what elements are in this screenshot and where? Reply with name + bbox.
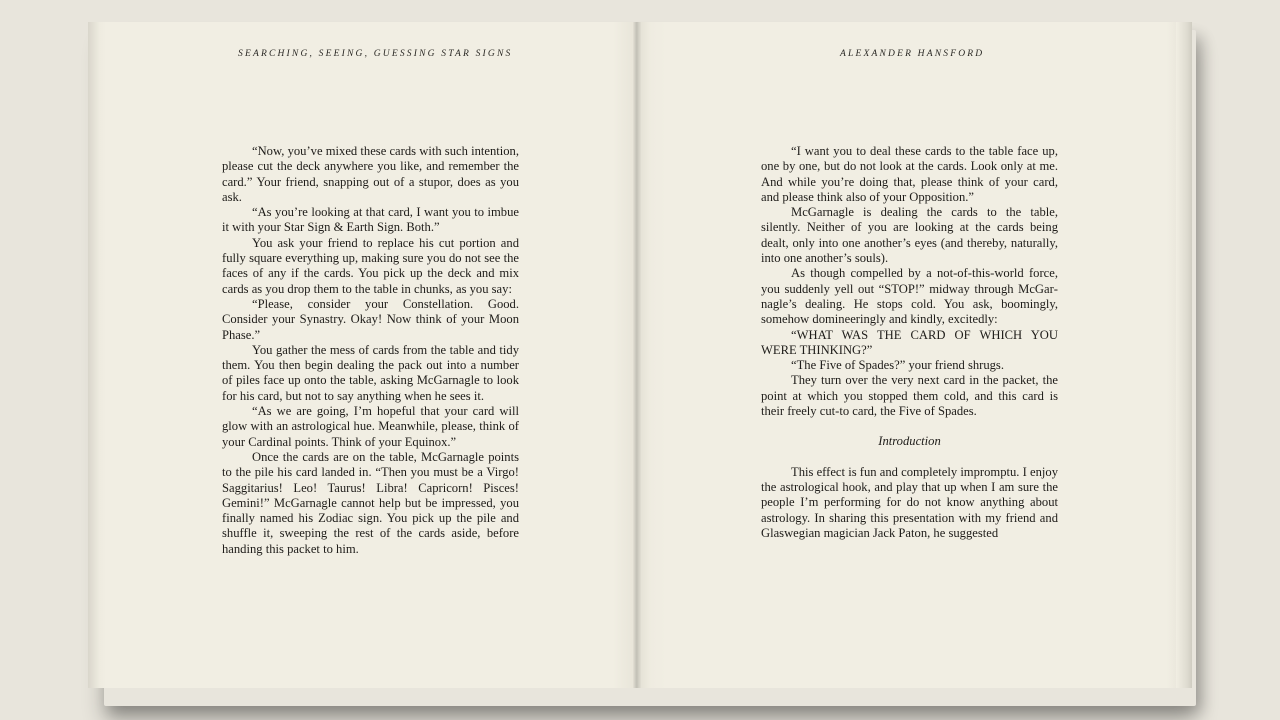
paragraph: You ask your friend to replace his cut portion and fully square everything up, making sure you do not see the faces of any if the cards. You pick up the deck and mix cards as you drop them to the table in chunks, as you say:	[222, 235, 519, 296]
paragraph: McGarnagle is dealing the cards to the table, silently. Neither of you are looking at the cards being dealt, only into one another’s eyes (and thereby, naturally, into one another’s souls).	[761, 205, 1058, 266]
left-running-head: SEARCHING, SEEING, GUESSING STAR SIGNS	[238, 49, 513, 59]
paragraph: Once the cards are on the table, McGarnagle points to the pile his card landed in. “Then you must be a Virgo! Saggitarius! Leo! Taurus! Libra! Capricorn! Pisces! Gemini!” McGarnagle cannot help but be impressed, you finally named his Zodiac sign. You pick up the pile and shuffle it, sweeping the rest of the cards aside, before handing this packet to him.	[222, 449, 519, 556]
book-spine	[633, 22, 641, 688]
right-running-head: ALEXANDER HANSFORD	[840, 49, 985, 59]
left-body-text	[222, 144, 519, 557]
paragraph: You gather the mess of cards from the table and tidy them. You then begin dealing the pack out into a number of piles face up onto the table, asking McGarnagle to look for his card, but not to say anything when he sees it.	[222, 342, 519, 403]
paragraph: As though compelled by a not-of-this-world force, you suddenly yell out “STOP!” midway through McGarnagle’s dealing. He stops cold. You ask, boomingly, somehow domineeringly and kindly, excitedly:	[761, 266, 1058, 327]
right-page-edge	[1176, 22, 1192, 688]
paragraph: “Please, consider your Constellation. Good. Consider your Synastry. Okay! Now think of your Moon Phase.”	[222, 296, 519, 342]
left-page-edge	[88, 22, 100, 688]
paragraph: This effect is fun and completely impromptu. I enjoy the astrological hook, and play that up when I am sure the people I’m performing for do not know anything about astrology. In sharing this presentation with my friend and Glaswegian magician Jack Paton, he suggested	[761, 464, 1058, 540]
paragraph: “As you’re looking at that card, I want you to imbue it with your Star Sign & Earth Sign. Both.”	[222, 205, 519, 235]
section-heading: Introduction	[878, 434, 941, 449]
paragraph: “I want you to deal these cards to the table face up, one by one, but do not look at the cards. Look only at me. And while you’re doing that, please think of your card, and please think also of your Opposition.”	[761, 144, 1058, 204]
paragraph: “As we are going, I’m hopeful that your card will glow with an astrological hue. Meanwhile, please, think of your Cardinal points. Think of your Equinox.”	[222, 404, 519, 449]
right-body-text	[761, 144, 1058, 541]
paragraph: They turn over the very next card in the packet, the point at which you stopped them cold, and this card is their freely cut-to card, the Five of Spades.	[761, 373, 1058, 419]
paragraph: “Now, you’ve mixed these cards with such intention, please cut the deck anywhere you like, and remember the card.” Your friend, snapping out of a stupor, does as you ask.	[222, 144, 519, 204]
paragraph: “The Five of Spades?” your friend shrugs.	[791, 358, 1004, 373]
paragraph: “WHAT WAS THE CARD OF WHICH YOU WERE THINKING?”	[761, 327, 1058, 357]
